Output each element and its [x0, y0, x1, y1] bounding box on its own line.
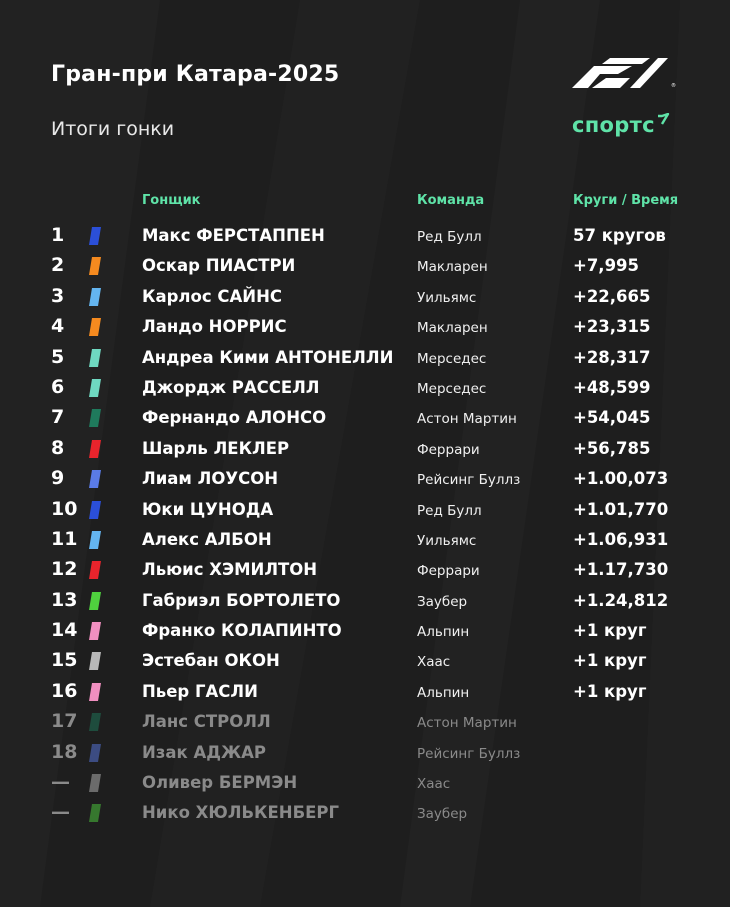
table-row: [0, 677, 730, 707]
table-row: [0, 221, 730, 251]
race-time: +1.06,931: [573, 529, 669, 549]
table-row: [0, 707, 730, 737]
position-number: 2: [51, 254, 65, 277]
team-name: Альпин: [417, 684, 470, 701]
race-time: +48,599: [573, 377, 651, 397]
team-color-flag-icon: [89, 744, 101, 762]
column-header-team: Команда: [417, 193, 485, 208]
race-time: +1 круг: [573, 621, 647, 641]
position-number: 10: [51, 497, 78, 520]
driver-name: Андреа Кими АНТОНЕЛЛИ: [142, 347, 394, 367]
position-number: 9: [51, 467, 65, 490]
race-time: +1.00,073: [573, 469, 669, 489]
team-name: Рейсинг Буллз: [417, 472, 521, 489]
driver-name: Франко КОЛАПИНТО: [142, 621, 342, 641]
driver-name: Алекс АЛБОН: [142, 529, 272, 549]
position-number: 8: [51, 436, 65, 459]
position-number: 1: [51, 224, 65, 246]
race-time: +1.24,812: [573, 590, 669, 610]
position-number: 13: [51, 588, 78, 611]
team-color-flag-icon: [89, 561, 101, 579]
team-name: Мерседес: [417, 380, 487, 397]
team-color-flag-icon: [89, 440, 101, 458]
race-time: +54,045: [573, 408, 651, 428]
position-number: —: [51, 771, 70, 794]
f1-logo-icon: [572, 58, 678, 88]
table-row: [0, 434, 730, 464]
team-color-flag-icon: [89, 257, 101, 275]
position-number: 15: [51, 649, 78, 672]
team-color-flag-icon: [89, 501, 101, 519]
table-row: [0, 586, 730, 616]
column-header-time: Круги / Время: [573, 193, 679, 208]
sport-logo-text: спортс: [572, 113, 655, 137]
team-name: Заубер: [417, 806, 468, 823]
team-name: Хаас: [417, 776, 451, 793]
position-number: 18: [51, 740, 78, 763]
table-row: [0, 555, 730, 585]
team-color-flag-icon: [89, 409, 101, 427]
position-number: 17: [51, 710, 78, 733]
team-name: Макларен: [417, 320, 488, 337]
position-number: 6: [51, 375, 65, 398]
driver-name: Оскар ПИАСТРИ: [142, 256, 296, 276]
table-row: [0, 798, 730, 828]
team-color-flag-icon: [89, 470, 101, 488]
driver-name: Шарль ЛЕКЛЕР: [142, 438, 290, 458]
driver-name: Макс ФЕРСТАППЕН: [142, 226, 325, 245]
team-name: Ред Булл: [417, 229, 482, 245]
team-color-flag-icon: [89, 531, 101, 549]
position-number: 4: [51, 315, 65, 338]
position-number: —: [51, 801, 70, 824]
driver-name: Пьер ГАСЛИ: [142, 681, 258, 701]
position-number: 5: [51, 345, 65, 368]
team-color-flag-icon: [89, 379, 101, 397]
team-color-flag-icon: [89, 683, 101, 701]
race-time: +1 круг: [573, 651, 647, 671]
team-name: Заубер: [417, 593, 468, 610]
table-header: [0, 193, 730, 211]
table-row: [0, 616, 730, 646]
table-row: [0, 373, 730, 403]
team-name: Феррари: [417, 441, 480, 458]
race-time: +1.01,770: [573, 499, 669, 519]
team-color-flag-icon: [89, 318, 101, 336]
table-row: [0, 403, 730, 433]
svg-text:®: ®: [671, 83, 676, 88]
page-subtitle: Итоги гонки: [51, 118, 175, 140]
team-name: Астон Мартин: [417, 715, 517, 732]
team-name: Макларен: [417, 259, 488, 276]
table-row: [0, 464, 730, 494]
driver-name: Ландо НОРРИС: [142, 317, 287, 337]
team-name: Мерседес: [417, 350, 487, 367]
race-time: +1.17,730: [573, 560, 669, 580]
race-time: 57 кругов: [573, 226, 666, 245]
sport-logo-tick-icon: [656, 113, 670, 127]
race-time: +1 круг: [573, 681, 647, 701]
sport-logo: [572, 113, 670, 137]
position-number: 12: [51, 558, 78, 581]
table-row: [0, 768, 730, 798]
team-color-flag-icon: [89, 227, 101, 245]
position-number: 7: [51, 406, 65, 429]
position-number: 3: [51, 284, 65, 307]
table-row: [0, 525, 730, 555]
race-time: +22,665: [573, 286, 651, 306]
team-name: Рейсинг Буллз: [417, 745, 521, 762]
team-name: Ред Булл: [417, 502, 482, 519]
table-row: [0, 251, 730, 281]
driver-name: Эстебан ОКОН: [142, 651, 280, 671]
team-color-flag-icon: [89, 288, 101, 306]
team-name: Уильямс: [417, 532, 477, 549]
table-row: [0, 646, 730, 676]
team-name: Уильямс: [417, 289, 477, 306]
results-table: [0, 221, 730, 829]
driver-name: Льюис ХЭМИЛТОН: [142, 560, 318, 580]
race-time: +7,995: [573, 256, 640, 276]
table-row: [0, 343, 730, 373]
driver-name: Оливер БЕРМЭН: [142, 773, 298, 793]
position-number: 16: [51, 679, 78, 702]
team-color-flag-icon: [89, 713, 101, 731]
driver-name: Лиам ЛОУСОН: [142, 469, 279, 489]
team-color-flag-icon: [89, 774, 101, 792]
position-number: 11: [51, 527, 78, 550]
team-name: Хаас: [417, 654, 451, 671]
race-time: +56,785: [573, 438, 651, 458]
team-color-flag-icon: [89, 804, 101, 822]
table-row: [0, 495, 730, 525]
race-time: +28,317: [573, 347, 651, 367]
team-name: Астон Мартин: [417, 411, 517, 428]
team-color-flag-icon: [89, 592, 101, 610]
race-time: +23,315: [573, 317, 651, 337]
team-color-flag-icon: [89, 622, 101, 640]
column-header-driver: Гонщик: [142, 193, 201, 208]
driver-name: Изак АДЖАР: [142, 742, 266, 762]
page-title: Гран-при Катара-2025: [51, 62, 340, 87]
team-name: Альпин: [417, 624, 470, 641]
table-row: [0, 282, 730, 312]
driver-name: Фернандо АЛОНСО: [142, 408, 327, 428]
driver-name: Юки ЦУНОДА: [142, 499, 274, 519]
driver-name: Джордж РАССЕЛЛ: [142, 377, 320, 397]
team-color-flag-icon: [89, 652, 101, 670]
team-name: Феррари: [417, 563, 480, 580]
team-color-flag-icon: [89, 349, 101, 367]
driver-name: Нико ХЮЛЬКЕНБЕРГ: [142, 803, 340, 823]
position-number: 14: [51, 619, 78, 642]
driver-name: Карлос САЙНС: [142, 286, 282, 306]
table-row: [0, 738, 730, 768]
driver-name: Габриэл БОРТОЛЕТО: [142, 590, 341, 610]
driver-name: Ланс СТРОЛЛ: [142, 712, 271, 732]
table-row: [0, 312, 730, 342]
